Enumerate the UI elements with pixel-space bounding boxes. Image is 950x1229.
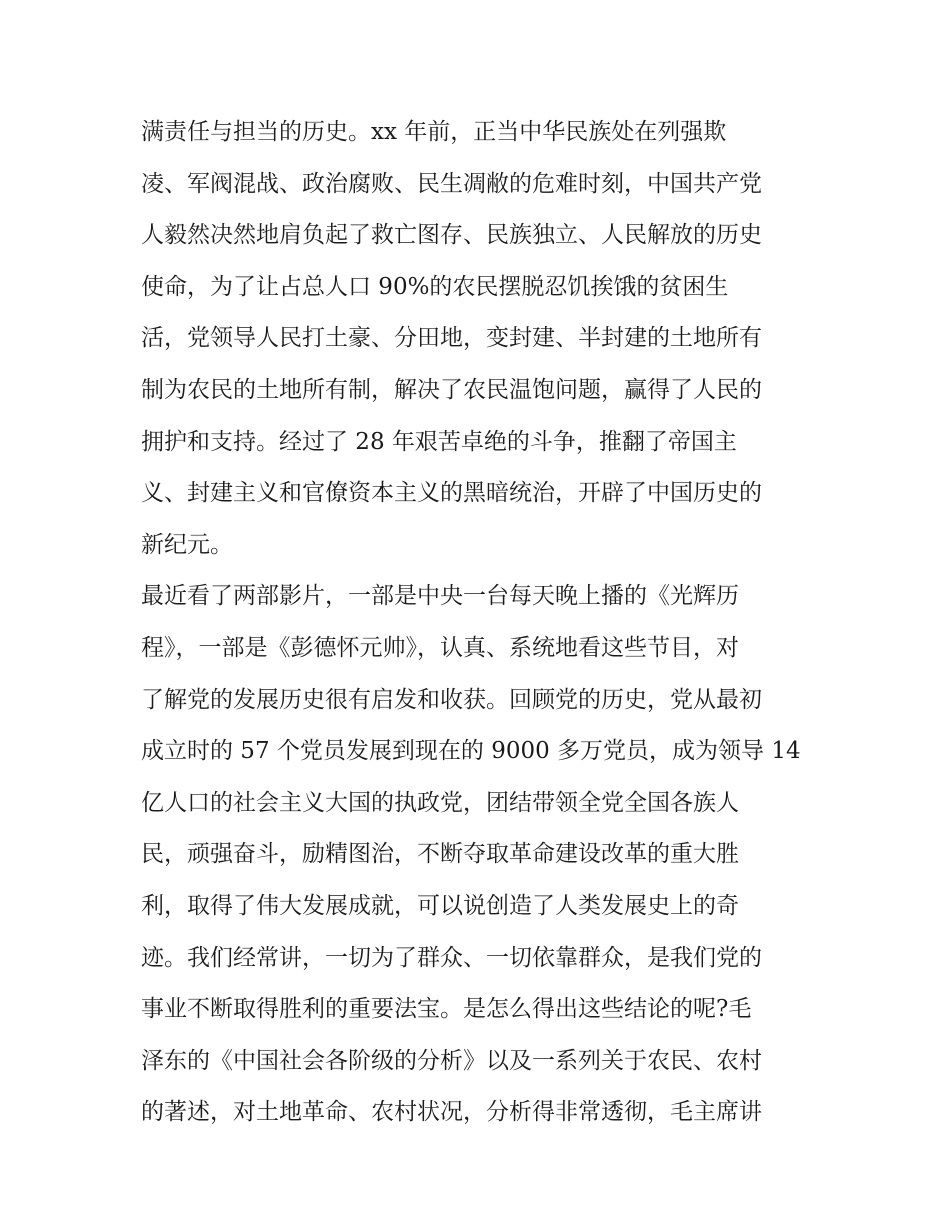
text-line: 泽东的《中国社会各阶级的分析》以及一系列关于农民、农村	[141, 1047, 762, 1074]
text-line: 义、封建主义和官僚资本主义的黑暗统治，开辟了中国历史的	[141, 480, 762, 507]
text-line: 拥护和支持。经过了 28 年艰苦卓绝的斗争，推翻了帝国主	[141, 428, 737, 455]
text-line: 满责任与担当的历史。xx 年前，正当中华民族处在列强欺	[141, 119, 727, 145]
text-line: 制为农民的土地所有制，解决了农民温饱问题，赢得了人民的	[141, 376, 762, 403]
text-line: 使命，为了让占总人口 90%的农民摆脱忍饥挨饿的贫困生	[141, 273, 729, 300]
paragraph-2	[141, 575, 821, 1133]
text-line: 的著述，对土地革命、农村状况，分析得非常透彻，毛主席讲	[141, 1099, 762, 1126]
text-line: 人毅然决然地肩负起了救亡图存、民族独立、人民解放的历史	[141, 222, 762, 249]
document-body	[141, 111, 821, 1143]
text-line: 亿人口的社会主义大国的执政党，团结带领全党全国各族人	[141, 789, 739, 816]
text-line: 民，顽强奋斗，励精图治，不断夺取革命建设改革的重大胜	[141, 841, 739, 868]
text-line: 程》，一部是《彭德怀元帅》，认真、系统地看这些节目，对	[141, 634, 739, 661]
paragraph-1	[141, 111, 821, 566]
text-line: 凌、军阀混战、政治腐败、民生凋敝的危难时刻，中国共产党	[141, 170, 762, 197]
text-line: 最近看了两部影片，一部是中央一台每天晚上播的《光辉历	[141, 583, 739, 610]
text-line: 成立时的 57 个党员发展到现在的 9000 多万党员，成为领导 14	[141, 738, 801, 765]
text-line: 事业不断取得胜利的重要法宝。是怎么得出这些结论的呢?毛	[141, 996, 752, 1023]
text-line: 利，取得了伟大发展成就，可以说创造了人类发展史上的奇	[141, 892, 739, 919]
text-line: 活，党领导人民打土豪、分田地，变封建、半封建的土地所有	[141, 325, 762, 352]
text-line: 新纪元。	[141, 531, 233, 558]
text-line: 迹。我们经常讲，一切为了群众、一切依靠群众，是我们党的	[141, 944, 762, 971]
text-line: 了解党的发展历史很有启发和收获。回顾党的历史，党从最初	[141, 686, 762, 713]
